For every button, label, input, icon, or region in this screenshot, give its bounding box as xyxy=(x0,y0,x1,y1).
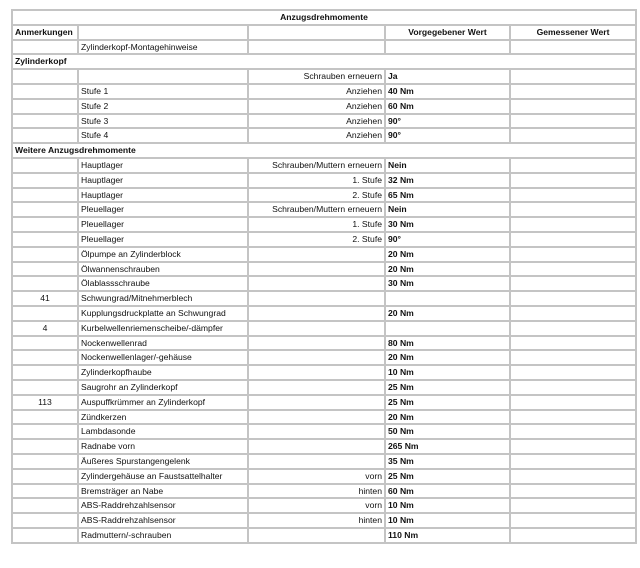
table-row xyxy=(13,337,635,352)
measured-value-cell xyxy=(511,381,635,396)
condition-cell: Schrauben erneuern xyxy=(249,70,386,85)
component-cell: ABS-Raddrehzahlsensor xyxy=(79,499,249,514)
component-cell: Lambdasonde xyxy=(79,425,249,440)
measured-value-cell xyxy=(511,292,635,307)
remark-cell xyxy=(13,159,79,174)
measured-value-cell xyxy=(511,411,635,426)
remark-cell xyxy=(13,440,79,455)
condition-cell: hinten xyxy=(249,514,386,529)
specified-value-cell: Nein xyxy=(386,203,511,218)
component-cell: Zündkerzen xyxy=(79,411,249,426)
remark-cell xyxy=(13,381,79,396)
table-row xyxy=(13,233,635,248)
specified-value-cell: 25 Nm xyxy=(386,396,511,411)
specified-value-cell: 90° xyxy=(386,129,511,144)
table-row xyxy=(13,100,635,115)
specified-value-cell: 50 Nm xyxy=(386,425,511,440)
measured-value-cell xyxy=(511,174,635,189)
specified-value-cell: 10 Nm xyxy=(386,366,511,381)
condition-cell xyxy=(249,455,386,470)
specified-value-cell: 35 Nm xyxy=(386,455,511,470)
measured-value-cell xyxy=(511,529,635,542)
component-cell: Äußeres Spurstangengelenk xyxy=(79,455,249,470)
measured-value-cell xyxy=(511,366,635,381)
condition-cell xyxy=(249,425,386,440)
component-cell: Pleuellager xyxy=(79,203,249,218)
intro-value xyxy=(386,41,511,56)
table-row xyxy=(13,440,635,455)
table-row xyxy=(13,381,635,396)
condition-cell: 2. Stufe xyxy=(249,189,386,204)
remark-cell xyxy=(13,499,79,514)
condition-cell: Schrauben/Muttern erneuern xyxy=(249,203,386,218)
component-cell: Ölwannenschrauben xyxy=(79,263,249,278)
table-row xyxy=(13,277,635,292)
remark-cell xyxy=(13,514,79,529)
specified-value-cell: 10 Nm xyxy=(386,499,511,514)
measured-value-cell xyxy=(511,455,635,470)
measured-value-cell xyxy=(511,485,635,500)
component-cell: Schwungrad/Mitnehmerblech xyxy=(79,292,249,307)
table-row xyxy=(13,203,635,218)
remark-cell xyxy=(13,129,79,144)
condition-cell: vorn xyxy=(249,470,386,485)
measured-value-cell xyxy=(511,470,635,485)
component-cell: Hauptlager xyxy=(79,159,249,174)
measured-value-cell xyxy=(511,337,635,352)
remark-cell xyxy=(13,351,79,366)
component-cell: Pleuellager xyxy=(79,233,249,248)
measured-value-cell xyxy=(511,85,635,100)
component-cell xyxy=(79,70,249,85)
specified-value-cell: 32 Nm xyxy=(386,174,511,189)
condition-cell: Anziehen xyxy=(249,129,386,144)
remark-cell xyxy=(13,85,79,100)
condition-cell: Anziehen xyxy=(249,85,386,100)
intro-component: Zylinderkopf-Montagehinweise xyxy=(79,41,249,56)
table-row xyxy=(13,263,635,278)
condition-cell: hinten xyxy=(249,485,386,500)
remark-cell xyxy=(13,455,79,470)
table-row xyxy=(13,218,635,233)
header-component xyxy=(79,26,249,41)
table-row xyxy=(13,70,635,85)
condition-cell xyxy=(249,248,386,263)
measured-value-cell xyxy=(511,425,635,440)
remark-cell xyxy=(13,233,79,248)
condition-cell xyxy=(249,411,386,426)
measured-value-cell xyxy=(511,440,635,455)
specified-value-cell: 110 Nm xyxy=(386,529,511,542)
intro-condition xyxy=(249,41,386,56)
specified-value-cell: 25 Nm xyxy=(386,470,511,485)
component-cell: Nockenwellenlager/-gehäuse xyxy=(79,351,249,366)
specified-value-cell: 20 Nm xyxy=(386,411,511,426)
remark-cell xyxy=(13,203,79,218)
component-cell: Stufe 4 xyxy=(79,129,249,144)
specified-value-cell: 80 Nm xyxy=(386,337,511,352)
condition-cell xyxy=(249,351,386,366)
measured-value-cell xyxy=(511,351,635,366)
specified-value-cell: 20 Nm xyxy=(386,307,511,322)
component-cell: Pleuellager xyxy=(79,218,249,233)
table-row xyxy=(13,159,635,174)
remark-cell xyxy=(13,248,79,263)
component-cell: Kurbelwellenriemenscheibe/-dämpfer xyxy=(79,322,249,337)
section-title: Zylinderkopf xyxy=(13,55,635,70)
table-row xyxy=(13,351,635,366)
table-row xyxy=(13,174,635,189)
component-cell: Kupplungsdruckplatte an Schwungrad xyxy=(79,307,249,322)
measured-value-cell xyxy=(511,100,635,115)
condition-cell xyxy=(249,366,386,381)
condition-cell: 1. Stufe xyxy=(249,174,386,189)
remark-cell: 41 xyxy=(13,292,79,307)
remark-cell: 4 xyxy=(13,322,79,337)
specified-value-cell: 265 Nm xyxy=(386,440,511,455)
table-row xyxy=(13,485,635,500)
remark-cell xyxy=(13,218,79,233)
specified-value-cell: Nein xyxy=(386,159,511,174)
measured-value-cell xyxy=(511,203,635,218)
component-cell: Radnabe vorn xyxy=(79,440,249,455)
specified-value-cell: 90° xyxy=(386,115,511,130)
remark-cell xyxy=(13,174,79,189)
specified-value-cell: 20 Nm xyxy=(386,263,511,278)
table-row xyxy=(13,529,635,542)
measured-value-cell xyxy=(511,277,635,292)
table-title-row xyxy=(13,11,635,26)
measured-value-cell xyxy=(511,218,635,233)
intro-measured xyxy=(511,41,635,56)
specified-value-cell: 65 Nm xyxy=(386,189,511,204)
table-row xyxy=(13,322,635,337)
component-cell: Radmuttern/-schrauben xyxy=(79,529,249,542)
table-row xyxy=(13,189,635,204)
measured-value-cell xyxy=(511,233,635,248)
specified-value-cell: 10 Nm xyxy=(386,514,511,529)
measured-value-cell xyxy=(511,322,635,337)
measured-value-cell xyxy=(511,70,635,85)
specified-value-cell: 25 Nm xyxy=(386,381,511,396)
measured-value-cell xyxy=(511,189,635,204)
condition-cell: 2. Stufe xyxy=(249,233,386,248)
measured-value-cell xyxy=(511,129,635,144)
remark-cell xyxy=(13,189,79,204)
condition-cell xyxy=(249,440,386,455)
condition-cell xyxy=(249,337,386,352)
specified-value-cell: 60 Nm xyxy=(386,485,511,500)
remark-cell xyxy=(13,263,79,278)
specified-value-cell: Ja xyxy=(386,70,511,85)
component-cell: Bremsträger an Nabe xyxy=(79,485,249,500)
component-cell: Ölablassschraube xyxy=(79,277,249,292)
remark-cell xyxy=(13,115,79,130)
header-measured-value: Gemessener Wert xyxy=(511,26,635,41)
component-cell: ABS-Raddrehzahlsensor xyxy=(79,514,249,529)
remark-cell xyxy=(13,485,79,500)
table-row xyxy=(13,425,635,440)
section-row xyxy=(13,55,635,70)
remark-cell xyxy=(13,366,79,381)
table-row xyxy=(13,85,635,100)
condition-cell xyxy=(249,396,386,411)
condition-cell: Anziehen xyxy=(249,115,386,130)
measured-value-cell xyxy=(511,499,635,514)
remark-cell xyxy=(13,529,79,542)
condition-cell xyxy=(249,292,386,307)
condition-cell: vorn xyxy=(249,499,386,514)
measured-value-cell xyxy=(511,396,635,411)
table-row xyxy=(13,514,635,529)
remark-cell xyxy=(13,100,79,115)
specified-value-cell: 60 Nm xyxy=(386,100,511,115)
header-condition xyxy=(249,26,386,41)
table-title: Anzugsdrehmomente xyxy=(13,11,635,26)
condition-cell xyxy=(249,263,386,278)
table-header-row xyxy=(13,26,635,41)
measured-value-cell xyxy=(511,263,635,278)
measured-value-cell xyxy=(511,115,635,130)
component-cell: Ölpumpe an Zylinderblock xyxy=(79,248,249,263)
table-row xyxy=(13,455,635,470)
intro-row xyxy=(13,41,635,56)
remark-cell xyxy=(13,70,79,85)
component-cell: Stufe 3 xyxy=(79,115,249,130)
measured-value-cell xyxy=(511,248,635,263)
measured-value-cell xyxy=(511,307,635,322)
condition-cell xyxy=(249,529,386,542)
component-cell: Zylindergehäuse an Faustsattelhalter xyxy=(79,470,249,485)
remark-cell xyxy=(13,425,79,440)
remark-cell xyxy=(13,277,79,292)
table-row xyxy=(13,470,635,485)
specified-value-cell: 30 Nm xyxy=(386,218,511,233)
component-cell: Auspuffkrümmer an Zylinderkopf xyxy=(79,396,249,411)
measured-value-cell xyxy=(511,159,635,174)
specified-value-cell: 20 Nm xyxy=(386,248,511,263)
table-row xyxy=(13,248,635,263)
table-row xyxy=(13,366,635,381)
table-row xyxy=(13,115,635,130)
table-row xyxy=(13,307,635,322)
component-cell: Stufe 2 xyxy=(79,100,249,115)
component-cell: Saugrohr an Zylinderkopf xyxy=(79,381,249,396)
specified-value-cell: 40 Nm xyxy=(386,85,511,100)
section-title: Weitere Anzugsdrehmomente xyxy=(13,144,635,159)
specified-value-cell: 30 Nm xyxy=(386,277,511,292)
header-remarks: Anmerkungen xyxy=(13,26,79,41)
component-cell: Stufe 1 xyxy=(79,85,249,100)
remark-cell xyxy=(13,470,79,485)
table-row xyxy=(13,129,635,144)
specified-value-cell xyxy=(386,292,511,307)
condition-cell: 1. Stufe xyxy=(249,218,386,233)
condition-cell: Schrauben/Muttern erneuern xyxy=(249,159,386,174)
table-row xyxy=(13,292,635,307)
condition-cell xyxy=(249,277,386,292)
specified-value-cell: 20 Nm xyxy=(386,351,511,366)
table-row xyxy=(13,499,635,514)
section-row xyxy=(13,144,635,159)
condition-cell xyxy=(249,307,386,322)
remark-cell xyxy=(13,337,79,352)
remark-cell xyxy=(13,307,79,322)
measured-value-cell xyxy=(511,514,635,529)
component-cell: Nockenwellenrad xyxy=(79,337,249,352)
specified-value-cell xyxy=(386,322,511,337)
intro-note xyxy=(13,41,79,56)
condition-cell xyxy=(249,381,386,396)
remark-cell xyxy=(13,411,79,426)
torque-table xyxy=(11,9,637,544)
condition-cell: Anziehen xyxy=(249,100,386,115)
component-cell: Zylinderkopfhaube xyxy=(79,366,249,381)
table-row xyxy=(13,396,635,411)
component-cell: Hauptlager xyxy=(79,174,249,189)
remark-cell: 113 xyxy=(13,396,79,411)
table-row xyxy=(13,411,635,426)
component-cell: Hauptlager xyxy=(79,189,249,204)
specified-value-cell: 90° xyxy=(386,233,511,248)
torque-table-container xyxy=(11,9,633,544)
condition-cell xyxy=(249,322,386,337)
header-specified-value: Vorgegebener Wert xyxy=(386,26,511,41)
